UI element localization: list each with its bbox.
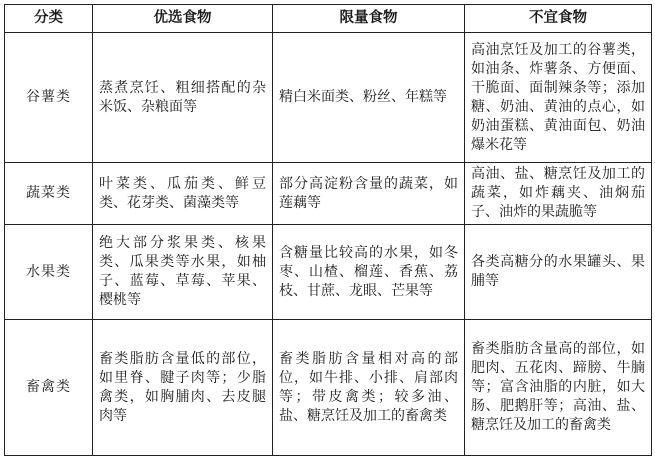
category-cell: 蔬菜类 <box>5 163 93 225</box>
unsuitable-cell: 高油烹饪及加工的谷薯类，如油条、炸薯条、方便面、干脆面、面制辣条等；添加糖、奶油、黄油的点心，如奶油蛋糕、黄油面包、奶油爆米花等 <box>465 33 652 163</box>
category-cell: 谷薯类 <box>5 33 93 163</box>
limited-cell: 含糖量比较高的水果，如冬枣、山楂、榴莲、香蕉、荔枝、甘蔗、龙眼、芒果等 <box>273 225 465 320</box>
preferred-cell: 绝大部分浆果类、核果类、瓜果类等水果，如柚子、蓝莓、草莓、苹果、樱桃等 <box>93 225 273 320</box>
preferred-cell: 叶菜类、瓜茄类、鲜豆类、花芽类、菌藻类等 <box>93 163 273 225</box>
category-cell: 畜禽类 <box>5 320 93 456</box>
limited-cell: 精白米面类、粉丝、年糕等 <box>273 33 465 163</box>
unsuitable-cell: 各类高糖分的水果罐头、果脯等 <box>465 225 652 320</box>
header-unsuitable: 不宜食物 <box>465 5 652 33</box>
food-choice-table <box>4 4 652 456</box>
unsuitable-cell: 高油、盐、糖烹饪及加工的蔬菜，如炸藕夹、油焖茄子、油炸的果蔬脆等 <box>465 163 652 225</box>
category-cell: 水果类 <box>5 225 93 320</box>
table-row-meat <box>5 320 652 456</box>
table-row-grains <box>5 33 652 163</box>
header-category: 分类 <box>5 5 93 33</box>
unsuitable-cell: 畜类脂肪含量高的部位，如肥肉、五花肉、蹄膀、牛腩等；富含油脂的内脏，如大肠、肥鹅肝等；高油、盐、糖烹饪及加工的畜禽类 <box>465 320 652 456</box>
food-guide-document <box>4 4 651 454</box>
table-header-row <box>5 5 652 33</box>
table-row-vegetables <box>5 163 652 225</box>
table-row-fruits <box>5 225 652 320</box>
header-preferred: 优选食物 <box>93 5 273 33</box>
limited-cell: 部分高淀粉含量的蔬菜，如莲藕等 <box>273 163 465 225</box>
preferred-cell: 蒸煮烹饪、粗细搭配的杂米饭、杂粮面等 <box>93 33 273 163</box>
preferred-cell: 畜类脂肪含量低的部位，如里脊、腱子肉等；少脂禽类，如胸脯肉、去皮腿肉等 <box>93 320 273 456</box>
header-limited: 限量食物 <box>273 5 465 33</box>
limited-cell: 畜类脂肪含量相对高的部位，如牛排、小排、肩部肉等；带皮禽类；较多油、盐、糖烹饪及加工的畜禽类 <box>273 320 465 456</box>
